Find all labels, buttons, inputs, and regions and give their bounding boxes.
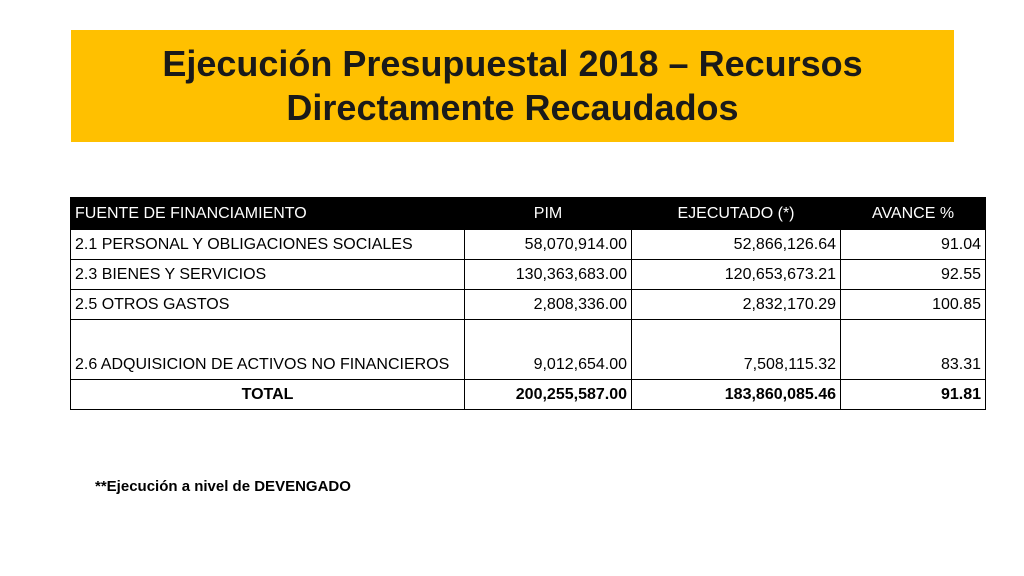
title-line-2: Directamente Recaudados <box>286 87 739 128</box>
row-label: 2.3 BIENES Y SERVICIOS <box>71 260 465 290</box>
table-header-row <box>71 198 986 230</box>
table-row <box>71 290 986 320</box>
total-label: TOTAL <box>71 380 465 410</box>
row-pim: 2,808,336.00 <box>465 290 632 320</box>
table-row <box>71 320 986 380</box>
table-row <box>71 260 986 290</box>
title-line-1: Ejecución Presupuestal 2018 – Recursos <box>162 43 863 84</box>
page-title <box>162 42 862 130</box>
row-avance: 83.31 <box>841 320 986 380</box>
row-pim: 130,363,683.00 <box>465 260 632 290</box>
budget-table <box>70 197 986 410</box>
row-pim: 58,070,914.00 <box>465 230 632 260</box>
header-pim: PIM <box>465 198 632 230</box>
row-pim: 9,012,654.00 <box>465 320 632 380</box>
title-banner <box>71 30 954 142</box>
total-ejecutado: 183,860,085.46 <box>632 380 841 410</box>
row-avance: 100.85 <box>841 290 986 320</box>
header-avance: AVANCE % <box>841 198 986 230</box>
total-pim: 200,255,587.00 <box>465 380 632 410</box>
row-ejecutado: 120,653,673.21 <box>632 260 841 290</box>
header-ejecutado: EJECUTADO (*) <box>632 198 841 230</box>
row-avance: 92.55 <box>841 260 986 290</box>
header-fuente: FUENTE DE FINANCIAMIENTO <box>71 198 465 230</box>
row-ejecutado: 52,866,126.64 <box>632 230 841 260</box>
row-label: 2.6 ADQUISICION DE ACTIVOS NO FINANCIEROS <box>71 320 465 380</box>
total-avance: 91.81 <box>841 380 986 410</box>
row-label: 2.1 PERSONAL Y OBLIGACIONES SOCIALES <box>71 230 465 260</box>
row-avance: 91.04 <box>841 230 986 260</box>
row-ejecutado: 2,832,170.29 <box>632 290 841 320</box>
footnote: **Ejecución a nivel de DEVENGADO <box>95 478 351 495</box>
table-row <box>71 230 986 260</box>
row-ejecutado: 7,508,115.32 <box>632 320 841 380</box>
row-label: 2.5 OTROS GASTOS <box>71 290 465 320</box>
total-row <box>71 380 986 410</box>
